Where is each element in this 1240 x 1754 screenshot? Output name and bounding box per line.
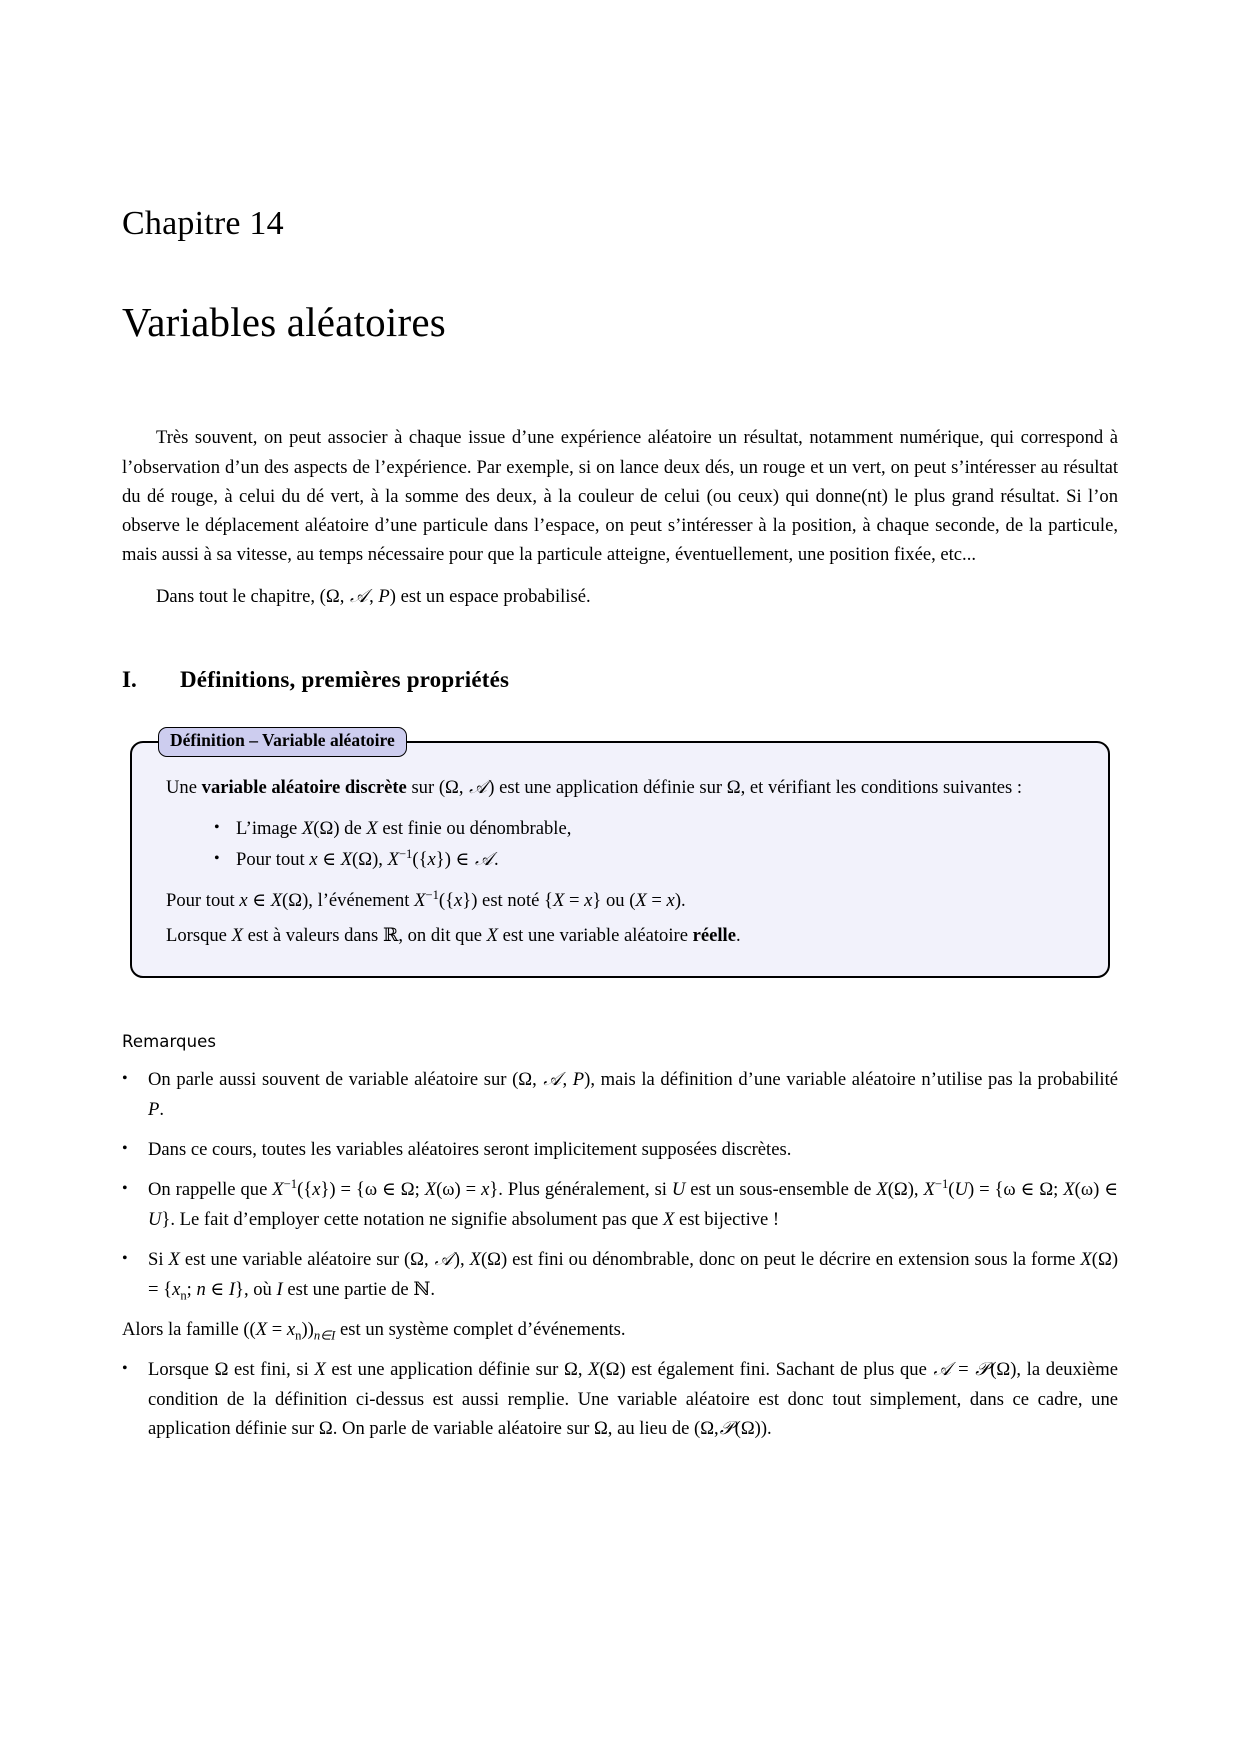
x-var-symbol: X [255, 1319, 268, 1341]
definition-condition-2 [214, 844, 1074, 875]
r1-e: . [159, 1098, 165, 1120]
intro-p2-post: ) est un espace probabilisé. [389, 585, 591, 607]
script-p-symbol: 𝒫 [975, 1359, 990, 1381]
def-l2-e: ({ [438, 890, 455, 912]
omega-symbol: Ω [445, 776, 459, 798]
r4-h: ) = { [148, 1249, 1119, 1300]
r4-j: ∈ [205, 1278, 229, 1300]
x-var-symbol: X [1080, 1249, 1092, 1271]
def-l2-b: ∈ [247, 890, 271, 912]
x-var-symbol: X [168, 1249, 180, 1271]
section-number: I. [122, 666, 137, 692]
x-var-symbol: X [270, 890, 283, 912]
r4-i: ; [186, 1278, 197, 1300]
omega-symbol: Ω [288, 890, 303, 912]
omega-lower-symbol: ω [1080, 1179, 1094, 1201]
intro-p2-pre: Dans tout le chapitre, ( [156, 585, 326, 607]
x-small-symbol: x [172, 1278, 181, 1300]
section-heading [122, 667, 1118, 693]
def-l1-d: , et vérifiant les conditions suivantes : [740, 776, 1023, 798]
omega-symbol: Ω [1097, 1249, 1112, 1271]
cond1-d: est finie ou dénombrable, [377, 818, 572, 840]
p-symbol: P [572, 1069, 585, 1091]
r5-a: Alors la famille (( [122, 1319, 256, 1341]
omega-symbol: Ω [400, 1179, 415, 1201]
r6-k: , au lieu de ( [607, 1418, 701, 1440]
r6-i: ), la deuxième condition de la définition ci-dessus est aussi remplie. Une variable aléatoire est donc tout simplement, dans ce cadre, une application définie sur [148, 1359, 1119, 1440]
cond1-c: ) de [333, 818, 367, 840]
x-var-symbol: X [314, 1359, 326, 1381]
script-a-symbol: 𝒜 [350, 585, 369, 607]
r6-g: = [952, 1359, 975, 1381]
x-var-symbol: X [366, 818, 378, 840]
definition-notation-line [166, 886, 1074, 916]
chapter-number: Chapitre 14 [122, 205, 284, 242]
inverse-exponent: −1 [934, 1177, 949, 1192]
x-var-symbol: X [414, 890, 426, 912]
n-symbol: n [196, 1278, 206, 1300]
cond2-d: ), [372, 849, 388, 871]
def-l2-a: Pour tout [166, 890, 240, 912]
def-l2-g: = [564, 890, 585, 912]
x-small-symbol: x [312, 1179, 321, 1201]
omega-symbol: Ω [1039, 1179, 1054, 1201]
remark-3 [122, 1175, 1118, 1234]
r6-l: , [714, 1418, 719, 1440]
r4-b: est une variable aléatoire sur ( [179, 1249, 411, 1271]
definition-real-line [166, 921, 1074, 951]
r6-m: ( [734, 1418, 741, 1440]
x-var-symbol: X [635, 890, 647, 912]
def-term-bold: variable aléatoire discrète [201, 776, 407, 798]
x-var-symbol: X [1063, 1179, 1075, 1201]
r3-o: ; [1053, 1179, 1064, 1201]
omega-symbol: Ω [518, 1069, 533, 1091]
x-var-symbol: X [469, 1249, 481, 1271]
remark-5 [122, 1315, 1118, 1344]
r3-r: }. Le fait d’employer cette notation ne signifie absolument pas que [161, 1208, 663, 1230]
definition-box [130, 741, 1110, 979]
r6-n: )). [754, 1418, 772, 1440]
omega-symbol: Ω [358, 849, 373, 871]
r6-j: . On parle de variable aléatoire sur [332, 1418, 594, 1440]
r3-a: On rappelle que [148, 1179, 273, 1201]
script-a-symbol: 𝒜 [469, 776, 488, 798]
x-var-symbol: X [588, 1359, 600, 1381]
x-small-symbol: x [584, 890, 593, 912]
def-l1-c: ) est une application définie sur [488, 776, 727, 798]
omega-symbol: Ω [410, 1249, 424, 1271]
r4-d: ), [453, 1249, 470, 1271]
script-a-symbol: 𝒜 [933, 1359, 952, 1381]
inverse-exponent: −1 [425, 888, 439, 903]
x-small-symbol: x [309, 849, 318, 871]
script-p-symbol: 𝒫 [719, 1418, 734, 1440]
r6-e: ( [599, 1359, 606, 1381]
x-small-symbol: x [481, 1179, 490, 1201]
definition-condition-1 [214, 813, 1074, 844]
chapter-title: Variables aléatoires [122, 299, 446, 346]
remark-1 [122, 1065, 1118, 1124]
r4-k: }, où [235, 1278, 277, 1300]
def-l1-a: Une [166, 776, 202, 798]
omega-lower-symbol: ω [364, 1179, 378, 1201]
section-title: Définitions, premières propriétés [180, 666, 510, 692]
r3-q: ) ∈ [1093, 1179, 1118, 1201]
r3-h: }. Plus généralement, si [489, 1179, 672, 1201]
r3-i: est un sous-ensemble de [685, 1179, 877, 1201]
omega-symbol: Ω [996, 1359, 1011, 1381]
r4-e: ( [480, 1249, 488, 1271]
x-var-symbol: X [340, 849, 353, 871]
remarks-heading: Remarques [122, 1032, 217, 1052]
def-l1-comma: , [458, 776, 469, 798]
r1-a: On parle aussi souvent de variable aléatoire sur ( [148, 1069, 519, 1091]
omega-symbol: Ω [593, 1418, 608, 1440]
omega-symbol: Ω [605, 1359, 620, 1381]
r6-c: est une application définie sur [325, 1359, 564, 1381]
omega-symbol: Ω [700, 1418, 715, 1440]
script-a-symbol: 𝒜 [474, 849, 494, 871]
omega-symbol: Ω [740, 1418, 755, 1440]
x-var-symbol: X [486, 924, 498, 946]
definition-box-label: Définition – Variable aléatoire [158, 727, 407, 757]
p-symbol: P [148, 1098, 160, 1120]
index-n-in-i: n∈I [313, 1328, 336, 1343]
r4-m: . [430, 1278, 435, 1300]
index-n: n [180, 1288, 187, 1303]
cond2-f: }) ∈ [435, 849, 474, 871]
cond2-g: . [494, 849, 499, 871]
r3-f: ( [436, 1179, 443, 1201]
r1-b: , [532, 1069, 543, 1091]
r3-d: ∈ [377, 1179, 401, 1201]
remark-6 [122, 1355, 1118, 1443]
i-set-symbol: I [228, 1278, 236, 1300]
script-a-symbol: 𝒜 [434, 1249, 453, 1271]
omega-symbol: Ω [318, 1418, 333, 1440]
x-small-symbol: x [666, 890, 675, 912]
r3-m: ) = { [967, 1179, 1004, 1201]
definition-box-wrapper [130, 727, 1110, 979]
omega-lower-symbol: ω [442, 1179, 455, 1201]
omega-symbol: Ω [563, 1359, 578, 1381]
omega-symbol: Ω [487, 1249, 501, 1271]
r3-b: ({ [297, 1179, 313, 1201]
definition-statement [166, 773, 1074, 803]
def-l2-j: ). [674, 890, 686, 912]
inverse-exponent: −1 [283, 1177, 298, 1192]
def-l2-h: } ou ( [592, 890, 636, 912]
r5-b: = [267, 1319, 287, 1341]
omega-symbol: Ω [214, 1359, 229, 1381]
x-var-symbol: X [876, 1179, 888, 1201]
def-l3-d: est une variable aléatoire [498, 924, 693, 946]
remark-2: • Dans ce cours, toutes les variables aléatoires seront implicitement supposées discrètes. [122, 1135, 1118, 1164]
u-symbol: U [148, 1208, 162, 1230]
x-var-symbol: X [272, 1179, 284, 1201]
def-l3-c: , on dit que [398, 924, 487, 946]
x-small-symbol: x [239, 890, 248, 912]
real-bold-word: réelle [692, 924, 736, 946]
x-var-symbol: X [387, 849, 399, 871]
r3-e: ; [414, 1179, 425, 1201]
r5-c: )) [301, 1319, 314, 1341]
omega-lower-symbol: ω [1003, 1179, 1016, 1201]
r3-s: est bijective ! [674, 1208, 780, 1230]
inverse-exponent: −1 [398, 847, 413, 862]
r1-c: , [562, 1069, 573, 1091]
intro-p2-comma1: , [339, 585, 349, 607]
r4-c: , [424, 1249, 434, 1271]
cond2-c: ( [352, 849, 359, 871]
r3-n: ∈ [1015, 1179, 1040, 1201]
r3-p: ( [1074, 1179, 1081, 1201]
x-small-symbol: x [454, 890, 463, 912]
r1-d: ), mais la définition d’une variable aléatoire n’utilise pas la probabilité [584, 1069, 1119, 1091]
def-l3-b: est à valeurs dans [242, 924, 383, 946]
u-symbol: U [671, 1179, 686, 1201]
r6-a: Lorsque [148, 1359, 215, 1381]
cond2-a: Pour tout [236, 849, 310, 871]
natural-numbers-symbol: ℕ [413, 1278, 431, 1300]
r3-g: ) = [454, 1179, 482, 1201]
r4-l: est une partie de [282, 1278, 414, 1300]
r4-g: ( [1091, 1249, 1098, 1271]
omega-symbol: Ω [319, 818, 334, 840]
r4-a: Si [148, 1249, 169, 1271]
r6-f: ) est également fini. Sachant de plus que [619, 1359, 933, 1381]
cond1-a: L’image [236, 818, 302, 840]
intro-paragraph-2 [122, 582, 1118, 611]
r3-j: ( [887, 1179, 894, 1201]
r6-b: est fini, si [228, 1359, 315, 1381]
omega-symbol: Ω [325, 585, 340, 607]
def-l2-f: }) est noté { [462, 890, 553, 912]
cond2-b: ∈ [317, 849, 341, 871]
r3-l: ( [948, 1179, 955, 1201]
def-l3-a: Lorsque [166, 924, 232, 946]
definition-conditions-list [166, 813, 1074, 875]
remark-4 [122, 1245, 1118, 1304]
r4-f: ) est fini ou dénombrable, donc on peut le décrire en extension sous la forme [500, 1249, 1081, 1271]
def-l1-b: sur ( [406, 776, 446, 798]
omega-symbol: Ω [893, 1179, 908, 1201]
cond2-e: ({ [412, 849, 428, 871]
x-var-symbol: X [662, 1208, 675, 1230]
index-n: n [295, 1328, 302, 1343]
x-var-symbol: X [552, 890, 565, 912]
r6-d: , [577, 1359, 589, 1381]
real-numbers-symbol: ℝ [382, 924, 399, 946]
x-small-symbol: x [286, 1319, 296, 1341]
intro-paragraph-1: Très souvent, on peut associer à chaque issue d’une expérience aléatoire un résultat, notamment numérique, qui correspond à l’observation d’un des aspects de l’expérience. Par exemple, si on lance deux dés, un rouge et un vert, on peut s’intéresser au résultat du dé rouge, à celui du dé vert, à la somme des deux, à la couleur de celui (ou ceux) qui donne(nt) le plus grand résultat. Si l’on observe le déplacement aléatoire d’une particule dans l’espace, on peut s’intéresser à la position, à chaque seconde, de la particule, mais aussi à sa vitesse, au temps nécessaire pour que la particule atteigne, éventuellement, une position fixée, etc... [122, 427, 1118, 566]
r3-c: }) = { [320, 1179, 365, 1201]
script-a-symbol: 𝒜 [543, 1069, 562, 1091]
r3-k: ), [907, 1179, 924, 1201]
x-var-symbol: X [231, 924, 243, 946]
x-small-symbol: x [427, 849, 436, 871]
omega-symbol: Ω [726, 776, 741, 798]
def-l3-e: . [735, 924, 741, 946]
def-l2-i: = [646, 890, 667, 912]
def-l2-d: ), l’événement [302, 890, 415, 912]
intro-p2-comma2: , [369, 585, 379, 607]
x-var-symbol: X [923, 1179, 935, 1201]
r6-h: ( [990, 1359, 997, 1381]
p-symbol: P [378, 585, 390, 607]
x-var-symbol: X [301, 818, 314, 840]
r5-d: est un système complet d’événements. [335, 1319, 626, 1341]
cond1-b: ( [313, 818, 320, 840]
i-set-symbol: I [276, 1278, 283, 1300]
def-l2-c: ( [282, 890, 289, 912]
x-var-symbol: X [424, 1179, 437, 1201]
u-symbol: U [954, 1179, 968, 1201]
